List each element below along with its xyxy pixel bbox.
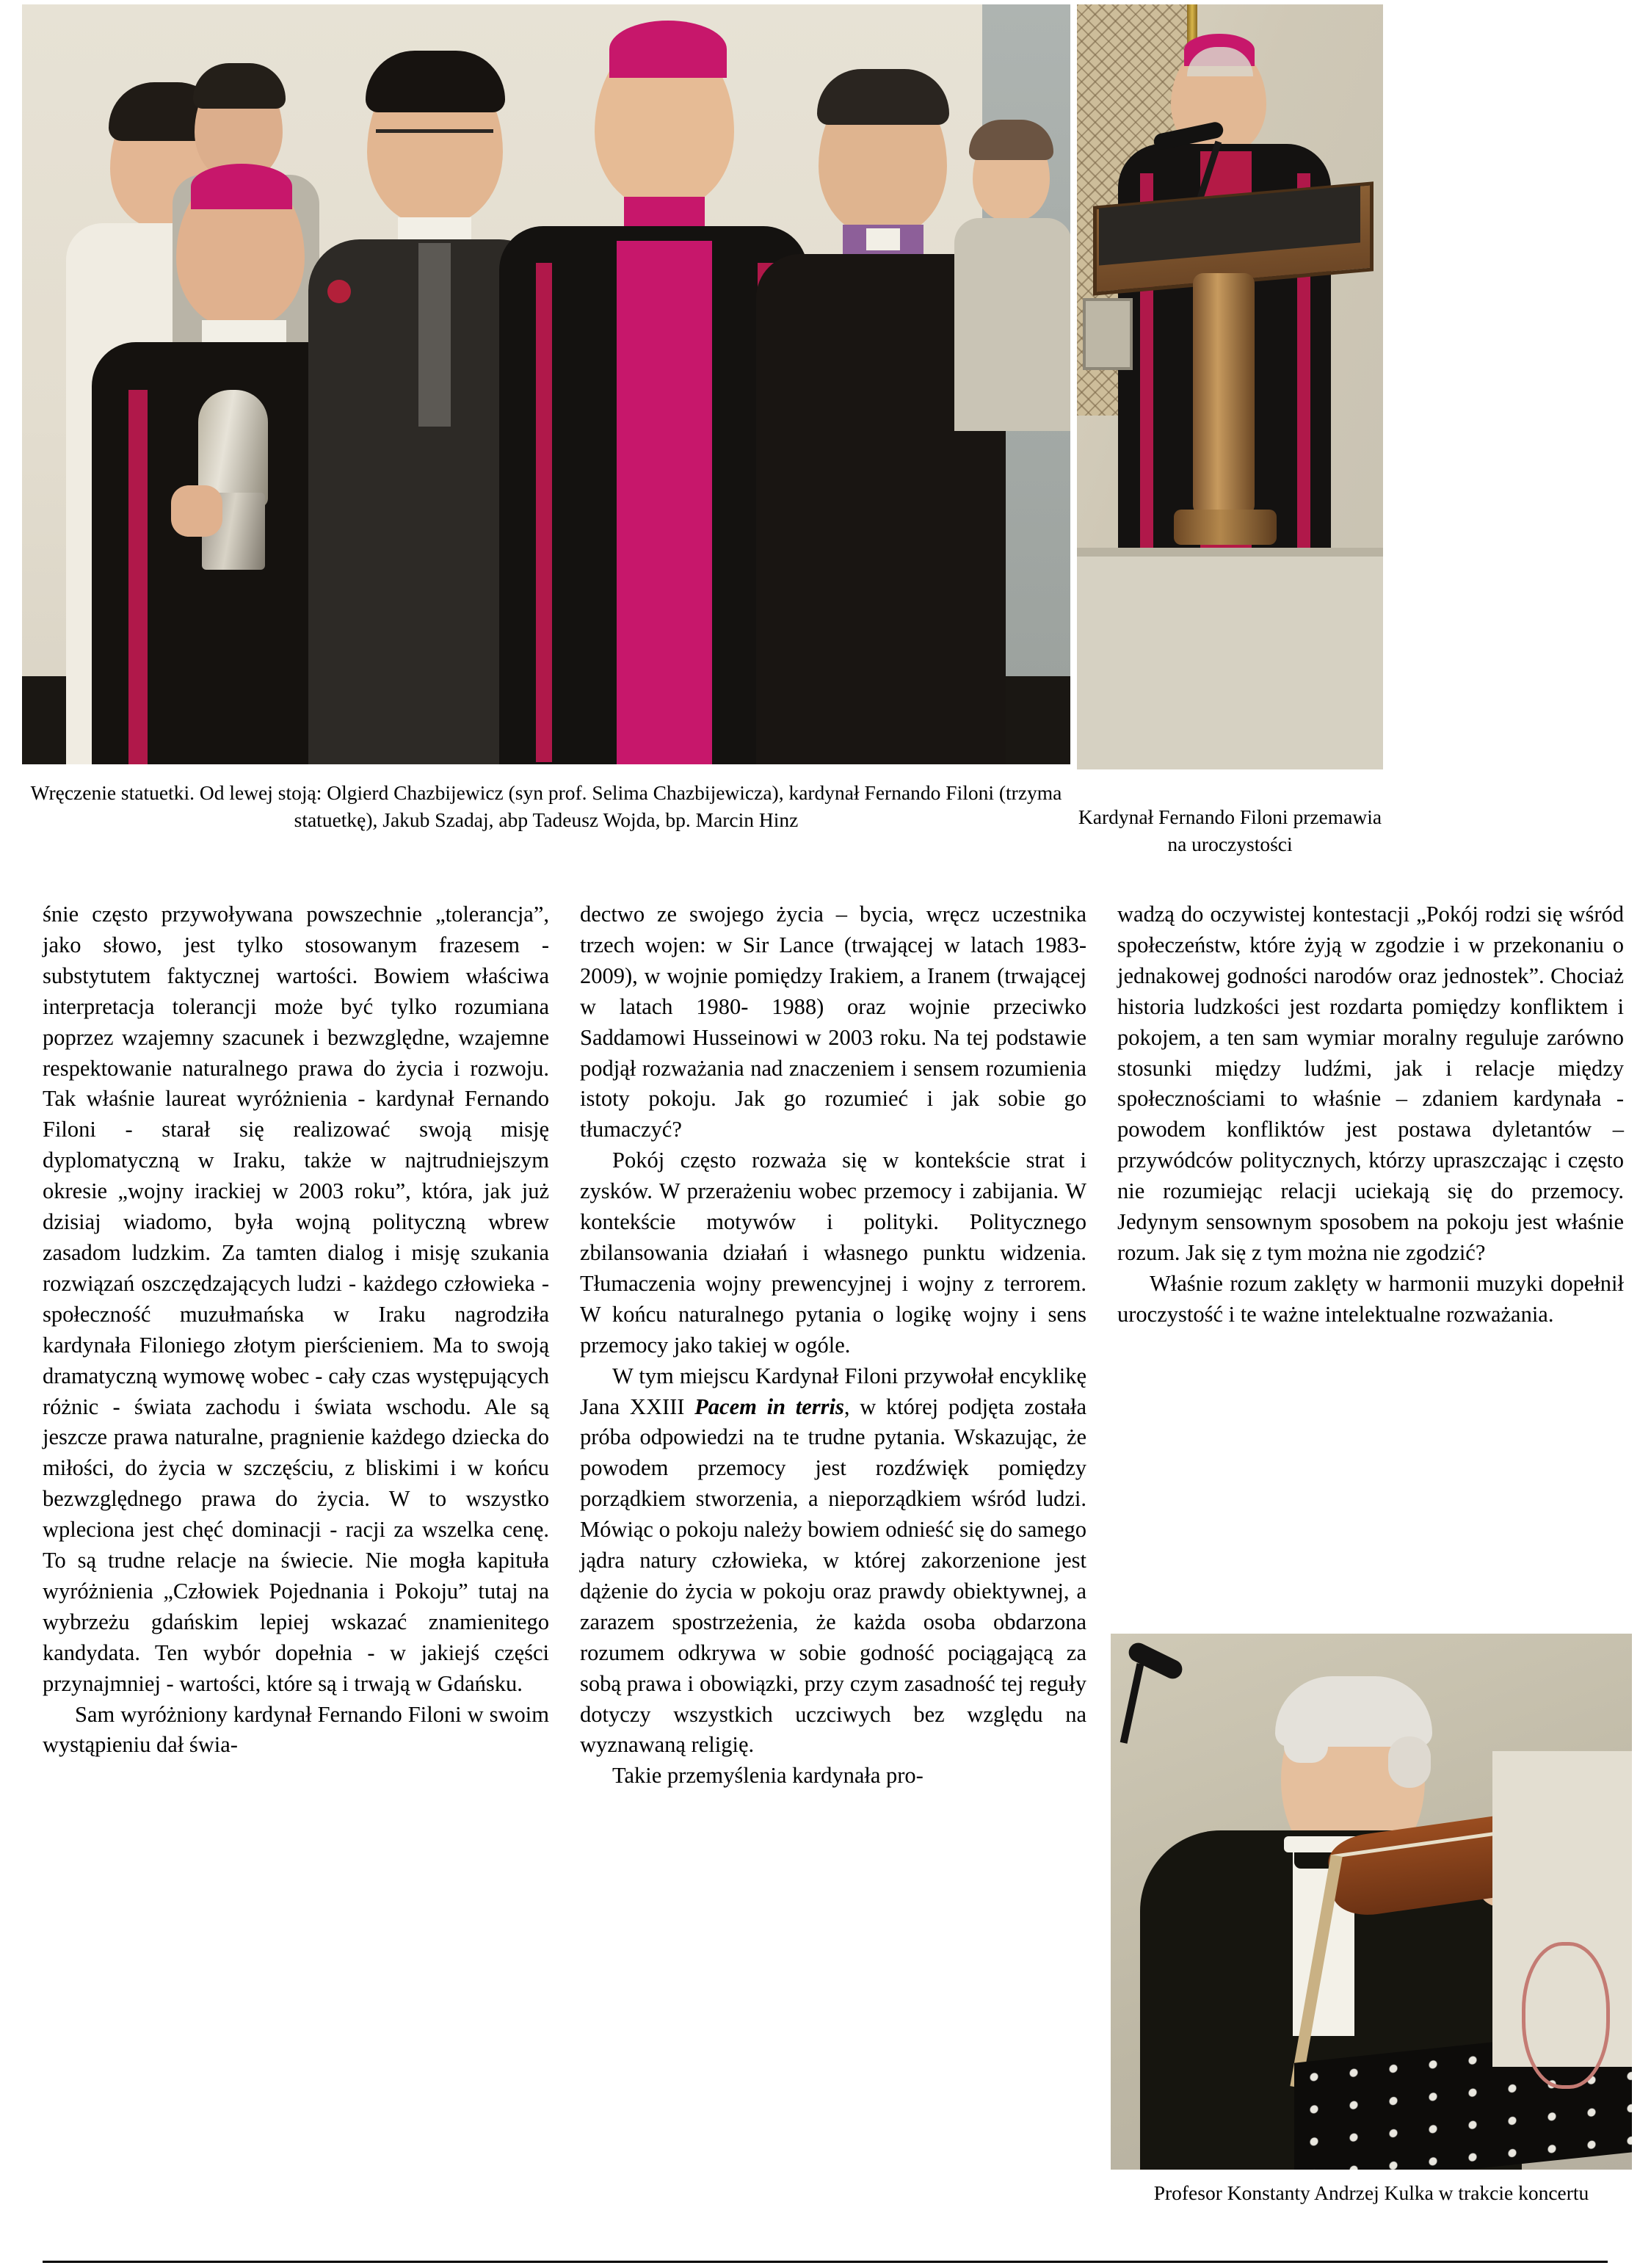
paragraph: Sam wyróżniony kardynał Fernando Filoni w swoim wystąpieniu dał świa- [43, 1701, 549, 1758]
caption-violinist-kulka: Profesor Konstanty Andrzej Kulka w trakcie koncertu [1153, 2181, 1589, 2204]
photo-award-ceremony-group [22, 4, 1070, 764]
paragraph: śnie często przywoływana powszechnie „tolerancja”, jako słowo, jest tylko stosowanym frazesem - substytutem faktycznej wartości. Bowiem właściwa interpretacja tolerancji może być tylko rozumiana poprzez wzajemny szacunek i bezwzględne, wzajemne respektowanie naturalnego prawa do życia i rozwoju. Tak właśnie laureat wyróżnienia - kardynał Fernando Filoni - starał się realizować swoją misję dyplomatyczną w Iraku, także w najtrudniejszym okresie „wojny irackiej w 2003 roku”, która, jak już dzisiaj wiadomo, była wojną polityczną wbrew zasadom ludzkim. Za tamten dialog i misję szukania rozwiązań oszczędzających ludzi - każdego człowieka - społeczność muzułmańska w Iraku nagrodziła kardynała Filoniego złotym pierścieniem. Ma to swoją dramatyczną wymowę wobec - cały czas występujących różnic - świata zachodu i świata wschodu. Ale są jeszcze prawa naturalne, pragnienie każdego dziecka do miłości, do życia w szczęściu, z bliskimi i w końcu bezwzględnego prawa do życia. W to wszystko wpleciona jest chęć dominacji - racji za wszelka cenę. To są trudne relacje na świecie. Nie mogła kapituła wyróżnienia „Człowiek Pojednania i Pokoju” tutaj na wybrzeżu gdańskim lepiej wskazać znamienitego kandydata. Ten wybór dopełnia - w jakiejś części przynajmniej - wartości, które są i trwają w Gdańsku. [43, 902, 549, 1696]
paragraph: dectwo ze swojego życia – bycia, wręcz uczestnika trzech wojen: w Sir Lance (trwającej w latach 1983-2009), w wojnie pomiędzy Irakiem, a Iranem (trwającej w latach 1980- 1988) oraz wojnie przeciwko Saddamowi Husseinowi w 2003 roku. Na tej podstawie podjął rozważania nad znaczeniem i sensem rozumienia istoty pokoju. Jak go rozumieć i jak sobie go tłumaczyć? [580, 902, 1086, 1142]
bottom-rule [43, 2261, 1608, 2263]
caption-cardinal-at-lectern: Kardynał Fernando Filoni przemawia na uroczystości [1078, 805, 1382, 856]
paragraph: Pokój często rozważa się w kontekście strat i zysków. W przerażeniu wobec przemocy i zabijania. W kontekście motywów i polityki. Politycznego zbilansowania działań i własnego punktu widzenia. Tłumaczenia wojny prewencyjnej i wojny z terrorem. W końcu naturalnego pytania o logikę wojny i sens przemocy jako takiej w ogóle. [580, 1148, 1086, 1358]
article-column-2 [580, 899, 1086, 2221]
caption-award-ceremony-group: Wręczenie statuetki. Od lewej stoją: Olgierd Chazbijewicz (syn prof. Selima Chazbijewicza), kardynał Fernando Filoni (trzyma statuetkę), Jakub Szadaj, abp Tadeusz Wojda, bp. Marcin Hinz [30, 781, 1062, 832]
paragraph: Właśnie rozum zaklęty w harmonii muzyki dopełnił uroczystość i te ważne intelektualne rozważania. [1117, 1270, 1624, 1327]
paragraph: W tym miejscu Kardynał Filoni przywołał encyklikę Jana XXIII Pacem in terris, w której podjęta została próba odpowiedzi na te trudne pytania. Wskazując, że powodem przemocy jest rozdźwięk pomiędzy porządkiem stworzenia, a nieporządkiem wśród ludzi. Mówiąc o pokoju należy bowiem odnieść się do samego jądra natury człowieka, w której zakorzenione jest dążenie do życia w pokoju oraz prawdy obiektywnej, a zarazem spostrzeżenia, że każda osoba obdarzona rozumem odkrywa w sobie godność pociągającą za sobą prawa i obowiązki, przy czym zasadność tej reguły dotyczy wszystkich uczciwych bez względu na wyznawaną religię. [580, 1363, 1086, 1758]
article-column-3 [1117, 899, 1624, 1546]
article-column-1 [43, 899, 549, 2221]
photo-violinist-kulka [1111, 1634, 1632, 2170]
paragraph: Takie przemyślenia kardynała pro- [612, 1763, 924, 1789]
paragraph: wadzą do oczywistej kontestacji „Pokój rodzi się wśród społeczeństw, które żyją w zgodzie i w przekonaniu o jednakowej godności narodów oraz jednostek”. Chociaż historia ludzkości jest rozdarta pomiędzy konfliktem i pokojem, a ten sam wymiar moralny reguluje zarówno stosunki między ludźmi, jak i relacje między społecznościami to właśnie – zdaniem kardynała - powodem konfliktów jest postawa dyletantów – przywódców politycznych, którzy upraszczając i często nie rozumiejąc relacji uciekają się do przemocy. Jedynym sensownym sposobem na pokoju jest właśnie rozum. Jak się z tym można nie zgodzić? [1117, 902, 1624, 1265]
photo-cardinal-at-lectern [1077, 4, 1383, 769]
